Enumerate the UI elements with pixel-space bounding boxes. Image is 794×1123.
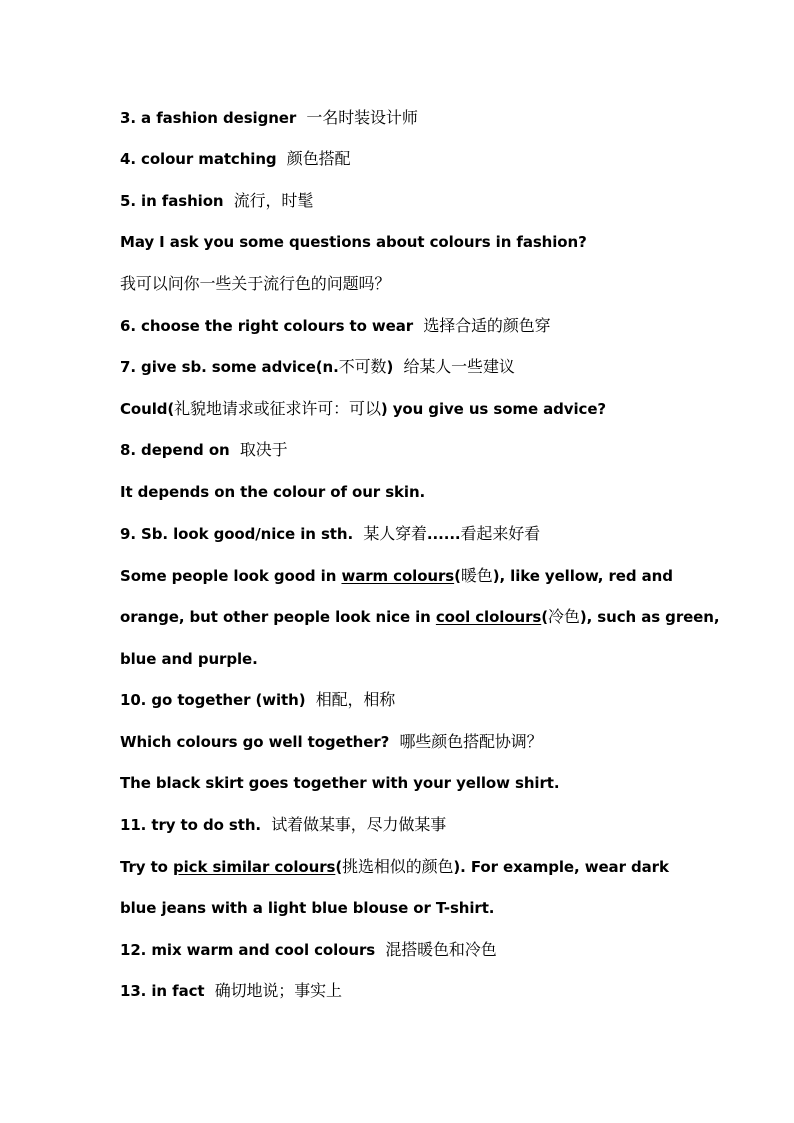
text-line <box>120 191 720 211</box>
text-segment: 冷色 <box>548 607 580 626</box>
text-segment: ( <box>335 858 343 876</box>
text-line <box>120 482 720 502</box>
text-segment: 流行，时髦 <box>233 191 314 210</box>
text-segment: 相配，相称 <box>315 690 396 709</box>
text-line <box>120 357 720 377</box>
text-segment: 礼貌地请求或征求许可：可以 <box>174 399 381 418</box>
underlined-phrase: warm colours <box>341 567 455 585</box>
text-segment: blue and purple. <box>120 650 258 668</box>
text-line <box>120 857 720 877</box>
text-segment: 给某人一些建议 <box>403 357 515 376</box>
text-segment: 一名时装设计师 <box>306 108 418 127</box>
text-segment: 6. choose the right colours to wear <box>120 317 424 335</box>
text-segment: 4. colour matching <box>120 150 287 168</box>
underlined-phrase: cool clolours <box>435 608 542 626</box>
text-line <box>120 440 720 460</box>
text-segment: 3. a fashion designer <box>120 109 307 127</box>
text-segment: 挑选相似的颜色 <box>342 857 454 876</box>
text-segment: 选择合适的颜色穿 <box>423 316 551 335</box>
text-line <box>120 316 720 336</box>
text-segment: orange, but other people look nice in <box>120 608 436 626</box>
text-segment: blue jeans with a light blue blouse or T-shirt. <box>120 899 495 917</box>
text-segment: 12. mix warm and cool colours <box>120 941 386 959</box>
text-segment: 哪些颜色搭配协调？ <box>399 732 543 751</box>
text-line <box>120 149 720 169</box>
text-segment: ) you give us some advice? <box>380 400 606 418</box>
text-line <box>120 108 720 128</box>
text-segment: ), like yellow, red and <box>492 567 673 585</box>
text-line <box>120 690 720 710</box>
text-segment: ). For example, wear dark <box>453 858 669 876</box>
text-line <box>120 232 720 252</box>
text-segment: Which colours go well together? <box>120 733 400 751</box>
text-segment: 看起来好看 <box>460 524 541 543</box>
text-segment: 暖色 <box>460 566 493 585</box>
text-line <box>120 649 720 669</box>
text-segment: 13. in fact <box>120 982 215 1000</box>
text-line <box>120 399 720 419</box>
text-line <box>120 524 720 544</box>
text-segment: 5. in fashion <box>120 192 234 210</box>
text-segment: 颜色搭配 <box>286 149 351 168</box>
text-segment: 9. Sb. look good/nice in sth. <box>120 525 364 543</box>
text-line <box>120 981 720 1001</box>
text-segment: Some people look good in <box>120 567 342 585</box>
text-line <box>120 732 720 752</box>
text-segment: ...... <box>426 525 461 543</box>
text-line <box>120 773 720 793</box>
text-segment: ( <box>454 567 461 585</box>
text-line <box>120 898 720 918</box>
text-segment: 11. try to do sth. <box>120 816 272 834</box>
underlined-phrase: pick similar colours <box>172 858 336 876</box>
text-segment: ) <box>386 358 404 376</box>
text-segment: 7. give sb. some advice(n. <box>120 358 339 376</box>
text-segment: Could( <box>120 400 175 418</box>
text-line <box>120 566 720 586</box>
text-segment: The black skirt goes together with your yellow shirt. <box>120 774 560 792</box>
text-line <box>120 940 720 960</box>
text-segment: 10. go together (with) <box>120 691 316 709</box>
text-segment: ( <box>541 608 549 626</box>
text-segment: 8. depend on <box>120 441 240 459</box>
text-segment: 试着做某事，尽力做某事 <box>271 815 447 834</box>
text-segment: 混搭暖色和冷色 <box>385 940 497 959</box>
text-segment: 某人穿着 <box>363 524 427 543</box>
text-segment: ), such as green, <box>579 608 720 626</box>
text-segment: 我可以问你一些关于流行色的问题吗？ <box>120 274 391 293</box>
text-segment: Try to <box>120 858 173 876</box>
text-line <box>120 274 720 294</box>
text-segment: 不可数 <box>338 357 387 376</box>
text-segment: 取决于 <box>239 440 288 459</box>
text-line <box>120 815 720 835</box>
text-segment: May I ask you some questions about colours in fashion? <box>120 233 587 251</box>
text-segment: It depends on the colour of our skin. <box>120 483 426 501</box>
text-line <box>120 607 720 627</box>
text-segment: 确切地说；事实上 <box>214 981 342 1000</box>
